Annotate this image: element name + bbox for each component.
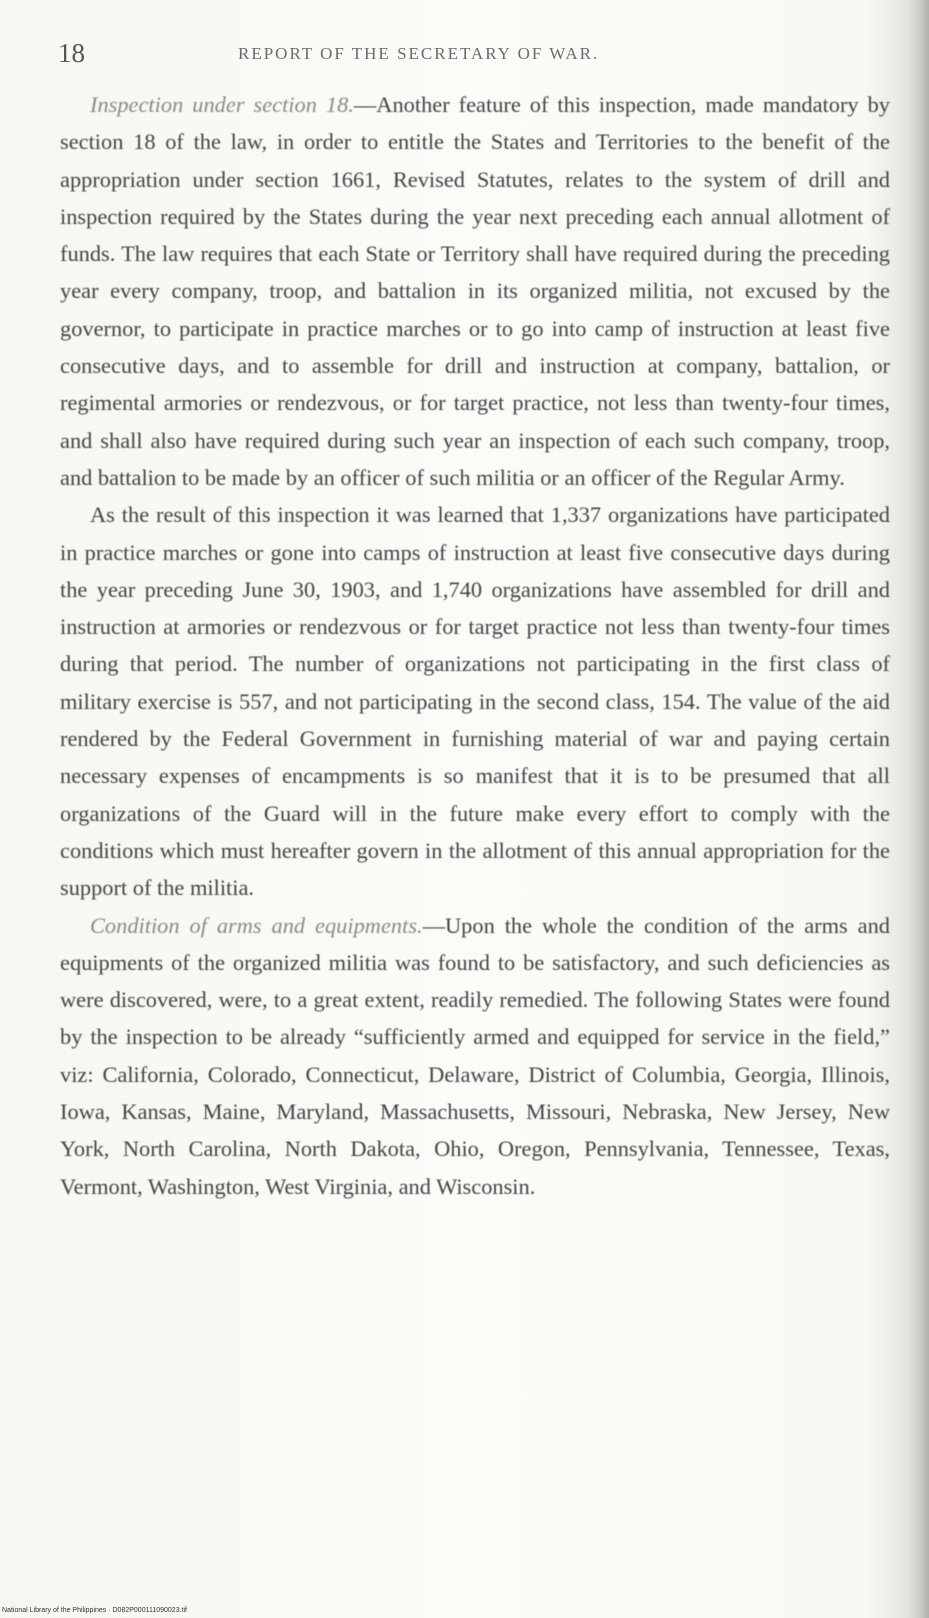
paragraph-lead: Inspection under section 18. [90, 92, 354, 117]
paragraph-lead: Condition of arms and equipments. [90, 912, 423, 938]
paragraph-text: As the result of this inspection it was learned that 1,337 organizations have participated in practice marches or gone into camps of instruction at least five consecutive days during the year preceding June 30, 1903, and 1,740 organizations have assembled for drill and instruction at armories or rendezvous or for target practice not less than twenty-four times during that period. The number of organizations not participating in the first class of military exercise is 557, and not participating in the second class, 154. The value of the aid rendered by the Federal Government in furnishing material of war and paying certain necessary expenses of encampments is so manifest that it is to be presumed that all organizations of the Guard will in the future make every effort to comply with the conditions which must hereafter govern in the allotment of this annual appropriation for the support of the militia. [60, 502, 890, 901]
paragraph-text: —Upon the whole the condition of the arms and equipments of the organized militia was found to be satisfactory, and such deficiencies as were discovered, were, to a great extent, readily remedied. The following States were found by the inspection to be already “sufficiently armed and equipped for service in the field,” viz: California, Colorado, Connecticut, Delaware, District of Columbia, Georgia, Illinois, Iowa, Kansas, Maine, Maryland, Massachusetts, Missouri, Nebraska, New Jersey, New York, North Carolina, North Dakota, Ohio, Oregon, Pennsylvania, Tennessee, Texas, Vermont, Washington, West Virginia, and Wisconsin. [60, 912, 890, 1199]
paragraph-text: —Another feature of this inspection, made mandatory by section 18 of the law, in order to entitle the States and Territories to the benefit of the appropriation under section 1661, Revised Statutes, relates to the system of drill and inspection required by the States during the year next preceding each annual allotment of funds. The law requires that each State or Territory shall have required during the preceding year every company, troop, and battalion in its organized militia, not excused by the governor, to participate in practice marches or to go into camp of instruction at least five consecutive days, and to assemble for drill and instruction at company, battalion, or regimental armories or rendezvous, or for target practice, not less than twenty-four times, and shall also have required during such year an inspection of each such company, troop, and battalion to be made by an officer of such militia or an officer of the Regular Army. [60, 92, 890, 490]
paragraph-inspection-result [60, 496, 890, 906]
paragraph-condition-of-arms [60, 907, 890, 1205]
page-header [58, 38, 888, 78]
body-text [60, 86, 890, 1205]
source-footer: National Library of the Philippines · D082P000111090023.tif [2, 1607, 187, 1614]
page-edge-shadow [907, 0, 929, 1618]
paragraph-inspection-section-18 [60, 86, 890, 496]
running-head: REPORT OF THE SECRETARY OF WAR. [238, 44, 600, 63]
page-number: 18 [58, 38, 85, 68]
